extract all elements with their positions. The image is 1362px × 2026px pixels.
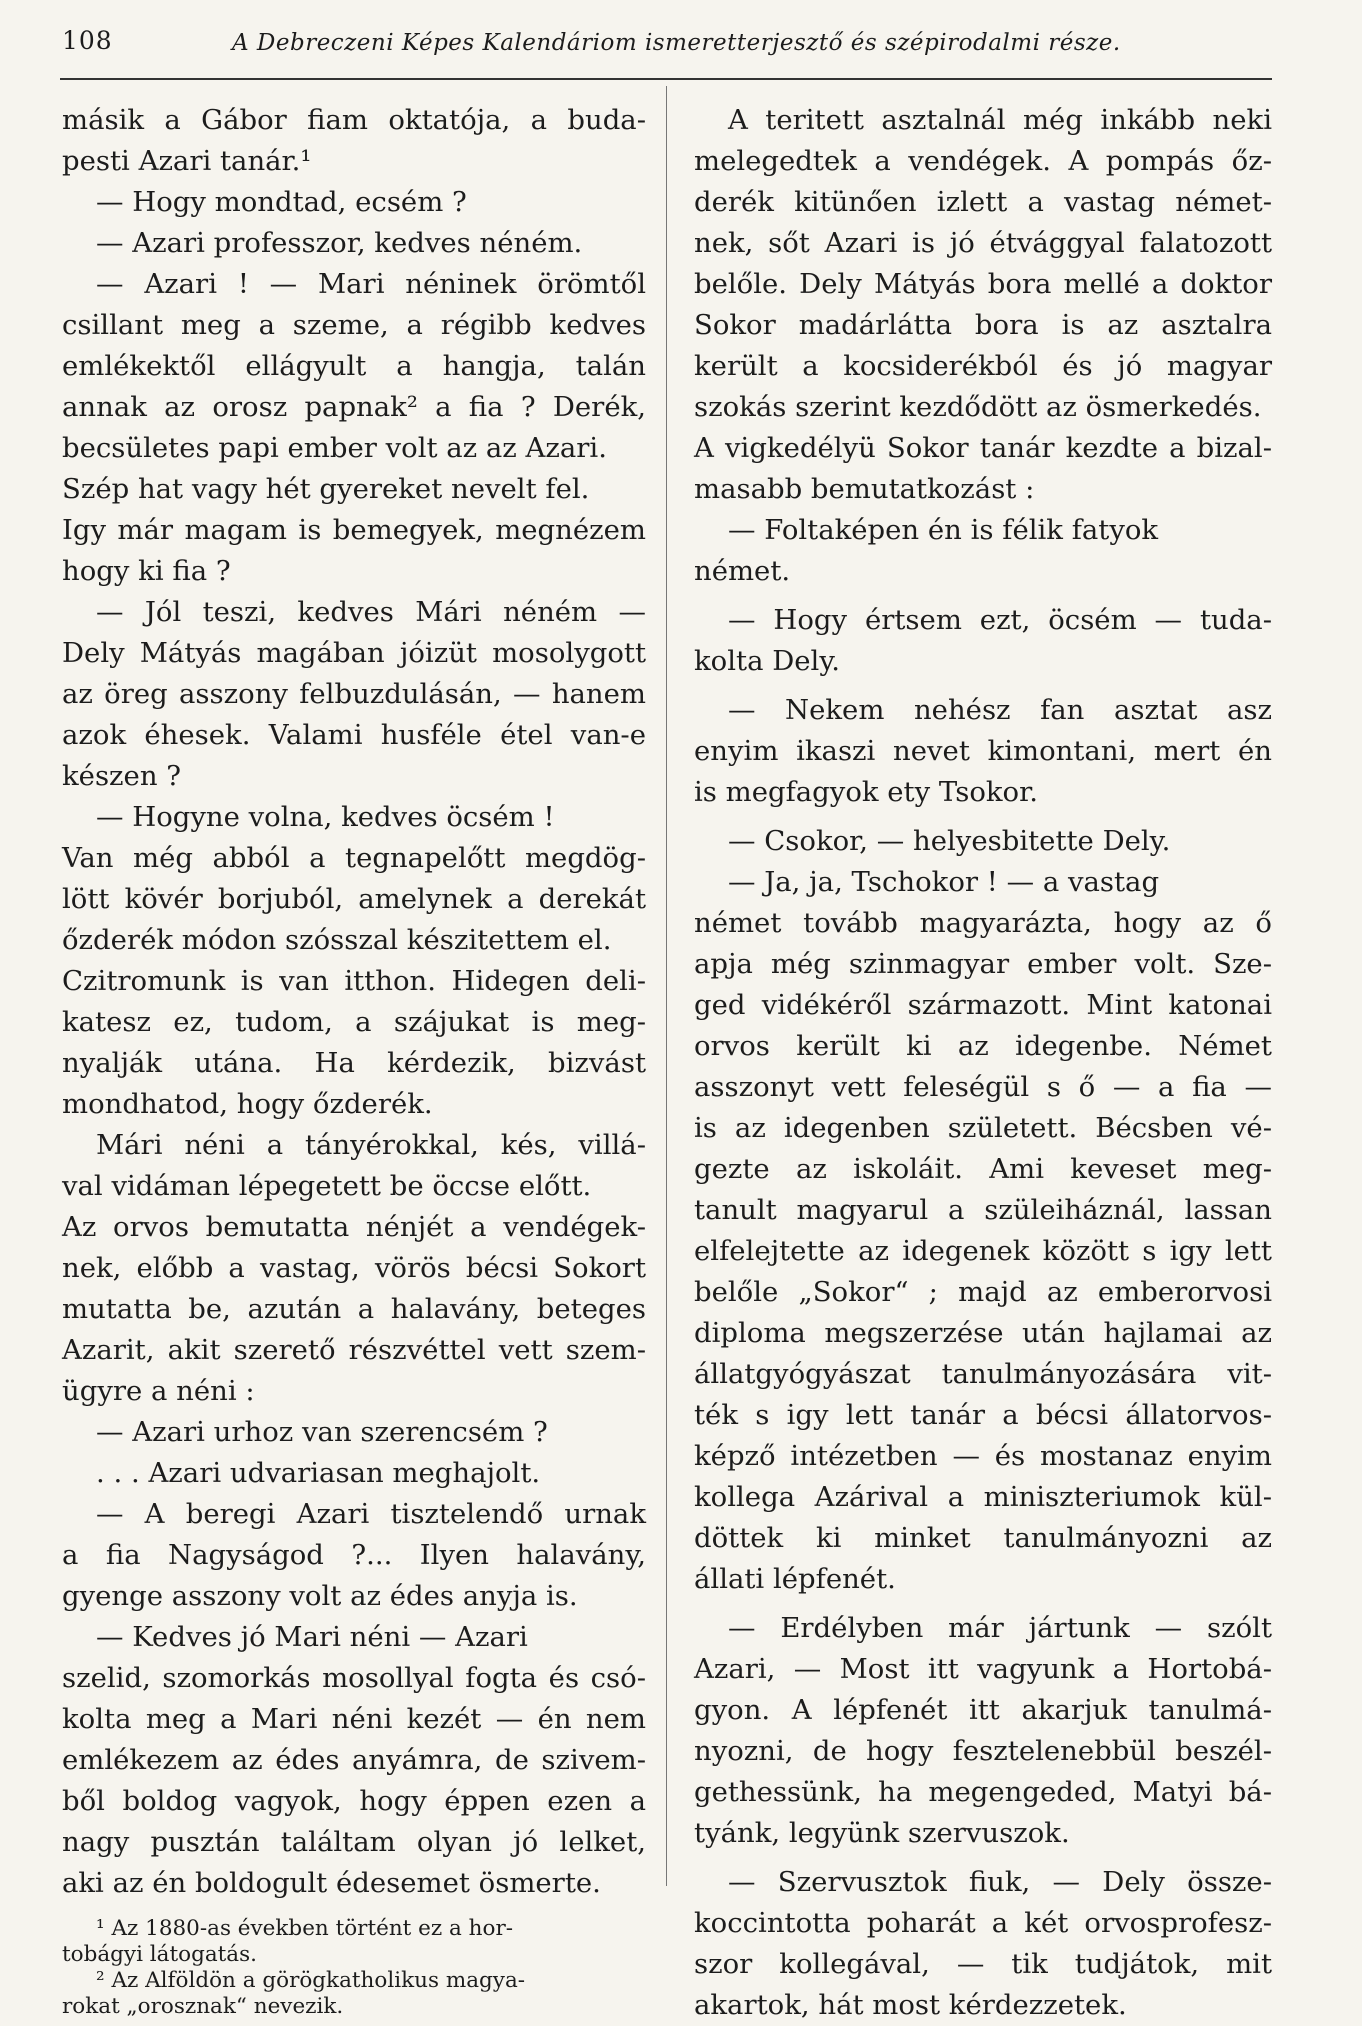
text-line xyxy=(62,797,646,838)
text-line-text: Sokor madárlátta bora is az asztalra xyxy=(694,309,1272,341)
text-line xyxy=(62,1002,646,1043)
text-line-text: akartok, hát most kérdezzetek. xyxy=(694,1989,1127,2021)
text-line xyxy=(62,1207,646,1248)
text-line xyxy=(694,1731,1272,1772)
text-line xyxy=(62,1781,646,1822)
text-line xyxy=(62,920,646,961)
text-line xyxy=(694,223,1272,264)
text-line xyxy=(62,387,646,428)
text-line-text: Szép hat vagy hét gyereket nevelt fel. xyxy=(62,473,590,505)
text-line-text: katesz ez, tudom, a szájukat is meg- xyxy=(62,1006,646,1038)
text-line xyxy=(694,1772,1272,1813)
text-line xyxy=(694,551,1272,592)
text-line-text: derék kitünően izlett a vastag német- xyxy=(694,186,1272,218)
text-line-text: képző intézetben — és mostanaz enyim xyxy=(694,1440,1272,1472)
text-line-text: állati lépfenét. xyxy=(694,1563,896,1595)
page-number: 108 xyxy=(62,26,113,55)
text-line-text: — Erdélyben már jártunk — szólt xyxy=(728,1612,1272,1644)
text-line xyxy=(62,715,646,756)
footnote-line xyxy=(62,1916,646,1942)
text-line-text: a fia Nagyságod ?... Ilyen halavány, xyxy=(62,1539,646,1571)
text-line-text: lött kövér borjuból, amelynek a derekát xyxy=(62,883,646,915)
text-line-text: masabb bemutatkozást : xyxy=(694,473,1035,505)
text-line xyxy=(62,469,646,510)
text-line xyxy=(694,1944,1272,1985)
text-line-text: — Foltaképen én is félik fatyok xyxy=(728,514,1159,546)
text-line-text: azok éhesek. Valami husféle étel van-e xyxy=(62,719,646,751)
text-line-text: annak az orosz papnak² a fia ? Derék, xyxy=(62,391,646,423)
text-line xyxy=(62,592,646,633)
text-line xyxy=(694,141,1272,182)
text-line-text: — Hogy értsem ezt, öcsém — tuda- xyxy=(728,604,1272,636)
text-line-text: Igy már magam is bemegyek, megnézem xyxy=(62,514,646,546)
footnote-line-text: ² Az Alföldön a görögkatholikus magya- xyxy=(96,1968,526,1993)
text-line xyxy=(62,1535,646,1576)
text-line xyxy=(694,1149,1272,1190)
text-line xyxy=(62,1617,646,1658)
left-column xyxy=(62,100,646,2020)
text-line xyxy=(694,1354,1272,1395)
text-line xyxy=(62,510,646,551)
text-line xyxy=(62,1043,646,1084)
text-line xyxy=(62,182,646,223)
text-line-text: nek, előbb a vastag, vörös bécsi Sokort xyxy=(62,1252,646,1284)
text-line-text: A vigkedélyü Sokor tanár kezdte a bizal- xyxy=(694,432,1272,464)
text-line-text: — Jól teszi, kedves Mári néném — xyxy=(96,596,646,628)
text-line-text: — Hogy mondtad, ecsém ? xyxy=(96,186,467,218)
text-line xyxy=(694,641,1272,682)
text-line xyxy=(694,510,1272,551)
text-line xyxy=(62,346,646,387)
text-line-text: gezte az iskoláit. Ami keveset meg- xyxy=(694,1153,1272,1185)
text-line-text: — Csokor, — helyesbitette Dely. xyxy=(728,825,1171,857)
text-line xyxy=(694,862,1272,903)
right-column-text xyxy=(694,100,1272,2026)
text-line xyxy=(694,1608,1272,1649)
text-line-text: melegedtek a vendégek. A pompás őz- xyxy=(694,145,1272,177)
text-line-text: emlékektől ellágyult a hangja, talán xyxy=(62,350,646,382)
text-line xyxy=(694,1231,1272,1272)
text-line xyxy=(694,821,1272,862)
text-line-text: val vidáman lépegetett be öccse előtt. xyxy=(62,1170,592,1202)
column-divider xyxy=(666,86,667,1886)
text-line xyxy=(62,961,646,1002)
text-line xyxy=(694,1690,1272,1731)
text-line-text: belőle. Dely Mátyás bora mellé a doktor xyxy=(694,268,1272,300)
text-line xyxy=(62,1125,646,1166)
text-line xyxy=(62,1863,646,1904)
text-line-text: ügyre a néni : xyxy=(62,1375,255,1407)
text-line-text: Azari, — Most itt vagyunk a Hortobá- xyxy=(694,1653,1272,1685)
text-line-text: gethessünk, ha megengeded, Matyi bá- xyxy=(694,1776,1272,1808)
text-line-text: nek, sőt Azari is jó étvággyal falatozott xyxy=(694,227,1272,259)
text-line xyxy=(694,1985,1272,2026)
footnote-line xyxy=(62,1942,646,1968)
text-line-text: kolta meg a Mari néni kezét — én nem xyxy=(62,1703,646,1735)
text-line-text: Azarit, akit szerető részvéttel vett szem- xyxy=(62,1334,646,1366)
text-line xyxy=(694,1813,1272,1854)
text-line xyxy=(62,838,646,879)
text-line-text: orvos került ki az idegenbe. Német xyxy=(694,1030,1272,1062)
text-line-text: belőle „Sokor“ ; majd az emberorvosi xyxy=(694,1276,1272,1308)
text-line-text: az öreg asszony felbuzdulásán, — hanem xyxy=(62,678,646,710)
text-line-text: került a kocsiderékból és jó magyar xyxy=(694,350,1272,382)
right-column xyxy=(694,100,1272,2026)
text-line xyxy=(694,944,1272,985)
text-line-text: szor kollegával, — tik tudjátok, mit xyxy=(694,1948,1272,1980)
text-line-text: nyozni, de hogy fesztelenebbül beszél- xyxy=(694,1735,1272,1767)
footnotes xyxy=(62,1916,646,2020)
text-line-text: kolta Dely. xyxy=(694,645,840,677)
text-line xyxy=(694,1862,1272,1903)
text-line xyxy=(62,1822,646,1863)
text-line-text: asszonyt vett feleségül s ő — a fia — xyxy=(694,1071,1272,1103)
text-line xyxy=(694,1026,1272,1067)
text-line xyxy=(62,1084,646,1125)
text-line-text: Czitromunk is van itthon. Hidegen deli- xyxy=(62,965,646,997)
text-line xyxy=(694,1395,1272,1436)
text-line xyxy=(694,387,1272,428)
text-line-text: — Kedves jó Mari néni — Azari xyxy=(96,1621,528,1653)
text-line xyxy=(694,305,1272,346)
text-line xyxy=(62,879,646,920)
text-line xyxy=(694,903,1272,944)
text-line xyxy=(62,1248,646,1289)
text-line-text: őzderék módon szósszal készitettem el. xyxy=(62,924,612,956)
text-line-text: gyon. A lépfenét itt akarjuk tanulmá- xyxy=(694,1694,1272,1726)
footnote-line xyxy=(62,1968,646,1994)
text-line xyxy=(62,100,646,141)
text-line-text: német. xyxy=(694,555,791,587)
text-line-text: — Szervusztok fiuk, — Dely össze- xyxy=(728,1866,1272,1898)
text-line xyxy=(694,182,1272,223)
text-line xyxy=(694,1518,1272,1559)
text-line-text: mutatta be, azután a halavány, beteges xyxy=(62,1293,646,1325)
text-line xyxy=(694,1272,1272,1313)
text-line-text: aki az én boldogult édesemet ösmerte. xyxy=(62,1867,601,1899)
text-line xyxy=(694,1649,1272,1690)
text-line xyxy=(62,1740,646,1781)
text-line-text: . . . Azari udvariasan meghajolt. xyxy=(96,1457,541,1489)
text-line xyxy=(62,1576,646,1617)
text-line-text: Van még abból a tegnapelőtt megdög- xyxy=(62,842,646,874)
text-line xyxy=(694,1108,1272,1149)
text-line-text: nagy pusztán találtam olyan jó lelket, xyxy=(62,1826,646,1858)
text-line xyxy=(62,223,646,264)
text-line-text: kollega Azárival a miniszteriumok kül- xyxy=(694,1481,1272,1513)
text-line xyxy=(62,1699,646,1740)
text-line-text: — A beregi Azari tisztelendő urnak xyxy=(96,1498,646,1530)
text-line-text: Dely Mátyás magában jóizüt mosolygott xyxy=(62,637,646,669)
text-line xyxy=(694,469,1272,510)
text-line-text: szelid, szomorkás mosollyal fogta és csó- xyxy=(62,1662,646,1694)
text-line-text: enyim ikaszi nevet kimontani, mert én xyxy=(694,735,1272,767)
text-line xyxy=(62,428,646,469)
text-line-text: is az idegenben született. Bécsben vé- xyxy=(694,1112,1272,1144)
text-line xyxy=(62,674,646,715)
text-line xyxy=(694,264,1272,305)
text-line-text: állatgyógyászat tanulmányozására vit- xyxy=(694,1358,1272,1390)
text-line-text: ből boldog vagyok, hogy éppen ezen a xyxy=(62,1785,646,1817)
text-line-text: becsületes papi ember volt az az Azari. xyxy=(62,432,607,464)
text-line xyxy=(694,1903,1272,1944)
text-line xyxy=(62,1371,646,1412)
left-column-text xyxy=(62,100,646,1904)
text-line xyxy=(694,100,1272,141)
text-line-text: tyánk, legyünk szervuszok. xyxy=(694,1817,1070,1849)
text-line xyxy=(62,141,646,182)
text-line xyxy=(62,1494,646,1535)
text-line-text: csillant meg a szeme, a régibb kedves xyxy=(62,309,646,341)
text-line xyxy=(62,1412,646,1453)
text-line xyxy=(694,1477,1272,1518)
text-line-text: koccintotta poharát a két orvosprofesz- xyxy=(694,1907,1272,1939)
text-line-text: A teritett asztalnál még inkább neki xyxy=(728,104,1272,136)
text-line xyxy=(694,1190,1272,1231)
text-line xyxy=(694,985,1272,1026)
text-line-text: — Azari professzor, kedves néném. xyxy=(96,227,583,259)
text-line-text: német tovább magyarázta, hogy az ő xyxy=(694,907,1272,939)
footnote-line-text: ¹ Az 1880-as években történt ez a hor- xyxy=(96,1916,514,1941)
text-line xyxy=(694,600,1272,641)
text-line-text: Az orvos bemutatta nénjét a vendégek- xyxy=(62,1211,646,1243)
text-line-text: készen ? xyxy=(62,760,182,792)
text-line xyxy=(694,1313,1272,1354)
text-line-text: elfelejtette az idegenek között s igy lett xyxy=(694,1235,1272,1267)
text-line-text: nyalják utána. Ha kérdezik, bizvást xyxy=(62,1047,646,1079)
text-line-text: hogy ki fia ? xyxy=(62,555,231,587)
text-line xyxy=(62,1658,646,1699)
text-line-text: másik a Gábor fiam oktatója, a buda- xyxy=(62,104,646,136)
text-line-text: diploma megszerzése után hajlamai az xyxy=(694,1317,1272,1349)
text-line-text: apja még szinmagyar ember volt. Sze- xyxy=(694,948,1272,980)
footnote-line-text: rokat „orosznak“ nevezik. xyxy=(62,1994,344,2019)
text-line xyxy=(694,1436,1272,1477)
text-line xyxy=(694,731,1272,772)
text-line xyxy=(694,346,1272,387)
text-line xyxy=(62,756,646,797)
text-line-text: is megfagyok ety Tsokor. xyxy=(694,776,1038,808)
text-line-text: Mári néni a tányérokkal, kés, villá- xyxy=(96,1129,646,1161)
text-line xyxy=(694,772,1272,813)
text-line-text: — Azari ! — Mari néninek örömtől xyxy=(96,268,646,300)
text-line-text: — Ja, ja, Tschokor ! — a vastag xyxy=(728,866,1160,898)
text-line-text: — Azari urhoz van szerencsém ? xyxy=(96,1416,548,1448)
text-line-text: — Nekem nehész fan asztat asz xyxy=(728,694,1272,726)
text-line xyxy=(62,1330,646,1371)
text-line xyxy=(694,428,1272,469)
text-line-text: pesti Azari tanár.¹ xyxy=(62,145,312,177)
text-line xyxy=(62,264,646,305)
text-line xyxy=(62,305,646,346)
text-line-text: gyenge asszony volt az édes anyja is. xyxy=(62,1580,578,1612)
text-line-text: mondhatod, hogy őzderék. xyxy=(62,1088,433,1120)
text-line xyxy=(694,1559,1272,1600)
text-line xyxy=(62,1289,646,1330)
text-line-text: emlékezem az édes anyámra, de szivem- xyxy=(62,1744,646,1776)
footnote-line xyxy=(62,1994,646,2020)
text-line xyxy=(62,1453,646,1494)
text-line-text: tanult magyarul a szüleiháznál, lassan xyxy=(694,1194,1272,1226)
text-line xyxy=(62,633,646,674)
text-line xyxy=(62,551,646,592)
text-line-text: — Hogyne volna, kedves öcsém ! xyxy=(96,801,555,833)
page-header xyxy=(0,0,1362,80)
footnote-line-text: tobágyi látogatás. xyxy=(62,1942,257,1967)
running-head: A Debreczeni Képes Kalendáriom ismeretterjesztő és szépirodalmi része. xyxy=(232,30,1121,56)
text-line-text: ték s igy lett tanár a bécsi állatorvos- xyxy=(694,1399,1272,1431)
text-line xyxy=(62,1166,646,1207)
text-line xyxy=(694,690,1272,731)
text-line-text: döttek ki minket tanulmányozni az xyxy=(694,1522,1272,1554)
header-rule xyxy=(60,78,1272,80)
text-line xyxy=(694,1067,1272,1108)
text-line-text: szokás szerint kezdődött az ösmerkedés. xyxy=(694,391,1262,423)
text-line-text: ged vidékéről származott. Mint katonai xyxy=(694,989,1272,1021)
